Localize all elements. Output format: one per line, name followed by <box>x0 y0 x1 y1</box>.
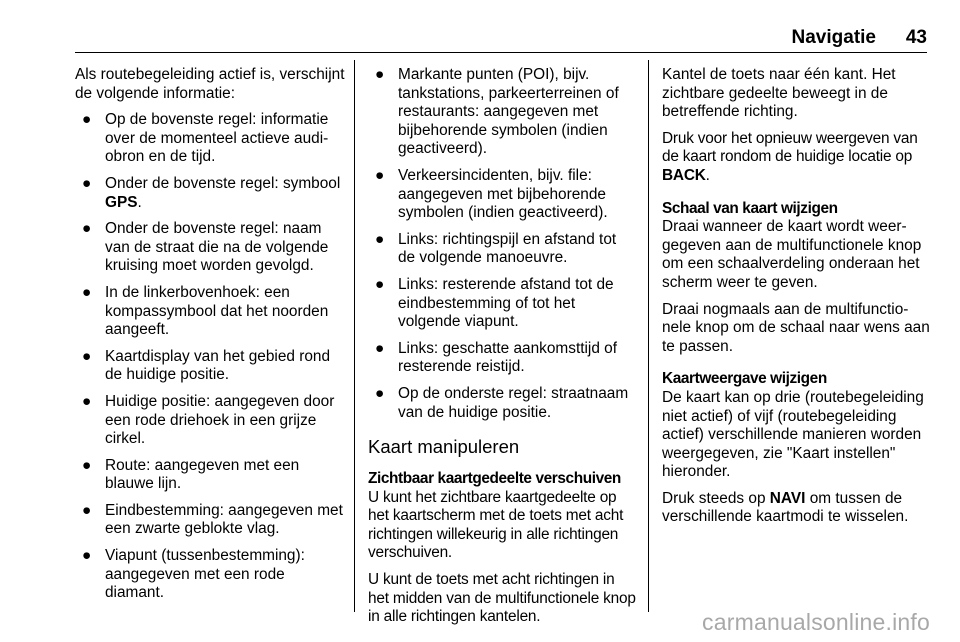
page-number: 43 <box>905 27 927 48</box>
list-item <box>368 167 636 223</box>
bullet-icon: ● <box>375 66 385 83</box>
bullet-icon: ● <box>82 283 92 301</box>
list-item-text: Links: geschatte aankomsttijd of resterende reistijd. <box>398 339 618 376</box>
paragraph-text-end: . <box>705 166 710 184</box>
bullet-icon: ● <box>375 166 385 184</box>
intro-paragraph: Als routebegeleiding actief is, verschijnt de volgende informatie: <box>75 66 345 102</box>
body-paragraph <box>662 130 932 186</box>
body-paragraph <box>662 490 932 527</box>
list-item-text: Viapunt (tussenbestemming): aangegeven met een rode diamant. <box>105 547 305 602</box>
list-item <box>75 393 347 449</box>
list-item-text: Eindbestemming: aangegeven met een zwarte geblokte vlag. <box>105 501 343 538</box>
bullet-icon: ● <box>82 174 92 192</box>
subsection-title: Schaal van kaart wijzigen <box>662 199 838 217</box>
list-item-text: Kaartdisplay van het gebied rond de huidige positie. <box>105 347 331 384</box>
bullet-icon: ● <box>82 347 92 365</box>
bullet-icon: ● <box>375 275 385 293</box>
paragraph-text-end: om tussen de verschillende kaartmodi te wisselen. <box>662 489 909 526</box>
subsection-title: Zichtbaar kaartgedeelte verschuiven <box>368 470 621 488</box>
list-item-text: Onder de bovenste regel: symbool <box>105 174 341 192</box>
list-item <box>75 348 347 385</box>
paragraph-text: Druk voor het opnieuw weergeven van de kaart rondom de huidige locatie op <box>662 129 918 166</box>
list-item-text: Onder de bovenste regel: naam van de straat die na de volgende kruising moet worden gevolgd. <box>105 220 329 275</box>
column-divider-1 <box>354 60 355 612</box>
body-paragraph: Draai wanneer de kaart wordt weergegeven aan de multifunctionele knop om een schaalverdeling onderaan het scherm weer te geven. <box>662 218 922 291</box>
list-item-text: Markante punten (POI), bijv. tankstations, parkeerterreinen of restaurants: aangegeven met bijbehorende symbolen (indien geactiveerd). <box>398 66 619 158</box>
header-rule <box>75 52 927 53</box>
bullet-icon: ● <box>82 547 92 565</box>
navi-keyword: NAVI <box>769 489 806 507</box>
column-divider-2 <box>648 60 649 612</box>
list-item <box>75 502 347 539</box>
list-item-text: Route: aangegeven met een blauwe lijn. <box>105 456 300 493</box>
section-title: Kaart manipuleren <box>368 436 520 458</box>
list-item-text: Op de bovenste regel: informatie over de momenteel actieve audiobron en de tijd. <box>105 111 329 166</box>
gps-keyword: GPS <box>105 193 138 211</box>
watermark: carmanualsonline.info <box>702 609 930 635</box>
list-item <box>368 276 636 332</box>
paragraph-text: Druk steeds op <box>662 489 770 507</box>
list-item <box>75 175 347 212</box>
list-item-text: Verkeersincidenten, bijv. file: aangegeven met bijbehorende symbolen (indien geactiveerd). <box>398 166 608 222</box>
bullet-icon: ● <box>82 111 92 129</box>
bullet-icon: ● <box>375 339 385 357</box>
column-2 <box>368 66 636 635</box>
column-3 <box>662 66 932 535</box>
bullet-icon: ● <box>82 501 92 519</box>
page-title: Navigatie <box>791 27 876 48</box>
body-paragraph: De kaart kan op drie (routebegeleiding niet actief) of vijf (routebegeleiding actief) verschillende manieren worden weergegeven, zie "Kaart instellen" hieronder. <box>662 388 924 481</box>
list-item-text: In de linkerbovenhoek: een kompassymbool dat het noorden aangeeft. <box>105 283 329 339</box>
list-item-text: Links: resterende afstand tot de eindbestemming of tot het volgende viapunt. <box>398 275 614 331</box>
info-bullet-list-continued <box>368 66 636 422</box>
list-item <box>75 284 347 340</box>
list-item-text-end: . <box>137 193 142 211</box>
list-item <box>75 457 347 494</box>
list-item <box>75 111 347 167</box>
list-item <box>75 220 347 276</box>
bullet-icon: ● <box>82 220 92 238</box>
bullet-icon: ● <box>82 392 92 410</box>
body-paragraph: Kantel de toets naar één kant. Het zichtbare gedeelte beweegt in de betreffende richting. <box>662 66 896 121</box>
list-item-text: Op de onderste regel: straatnaam van de huidige positie. <box>398 384 629 421</box>
list-item <box>368 66 636 159</box>
column-1 <box>75 66 347 611</box>
list-item <box>368 385 636 422</box>
subsection-title: Kaartweergave wijzigen <box>662 370 827 388</box>
list-item <box>368 340 636 377</box>
list-item <box>368 231 636 268</box>
body-paragraph: U kunt het zichtbare kaartgedeelte op het kaartscherm met de toets met acht richtingen willekeurig in alle richtingen verschuiven. <box>368 488 624 562</box>
list-item-text: Links: richtingspijl en afstand tot de volgende manoeuvre. <box>398 230 617 267</box>
body-paragraph: Draai nogmaals aan de multifunctionele knop om de schaal naar wens aan te passen. <box>662 300 930 355</box>
bullet-icon: ● <box>375 384 385 402</box>
info-bullet-list <box>75 111 347 603</box>
page-header <box>0 0 960 52</box>
bullet-icon: ● <box>82 456 92 474</box>
list-item <box>75 547 347 603</box>
body-paragraph: U kunt de toets met acht richtingen in het midden van de multifunctionele knop in alle richtingen kantelen. <box>368 571 636 626</box>
back-keyword: BACK <box>662 166 706 184</box>
bullet-icon: ● <box>375 230 385 248</box>
list-item-text: Huidige positie: aangegeven door een rode driehoek in een grijze cirkel. <box>105 392 335 448</box>
